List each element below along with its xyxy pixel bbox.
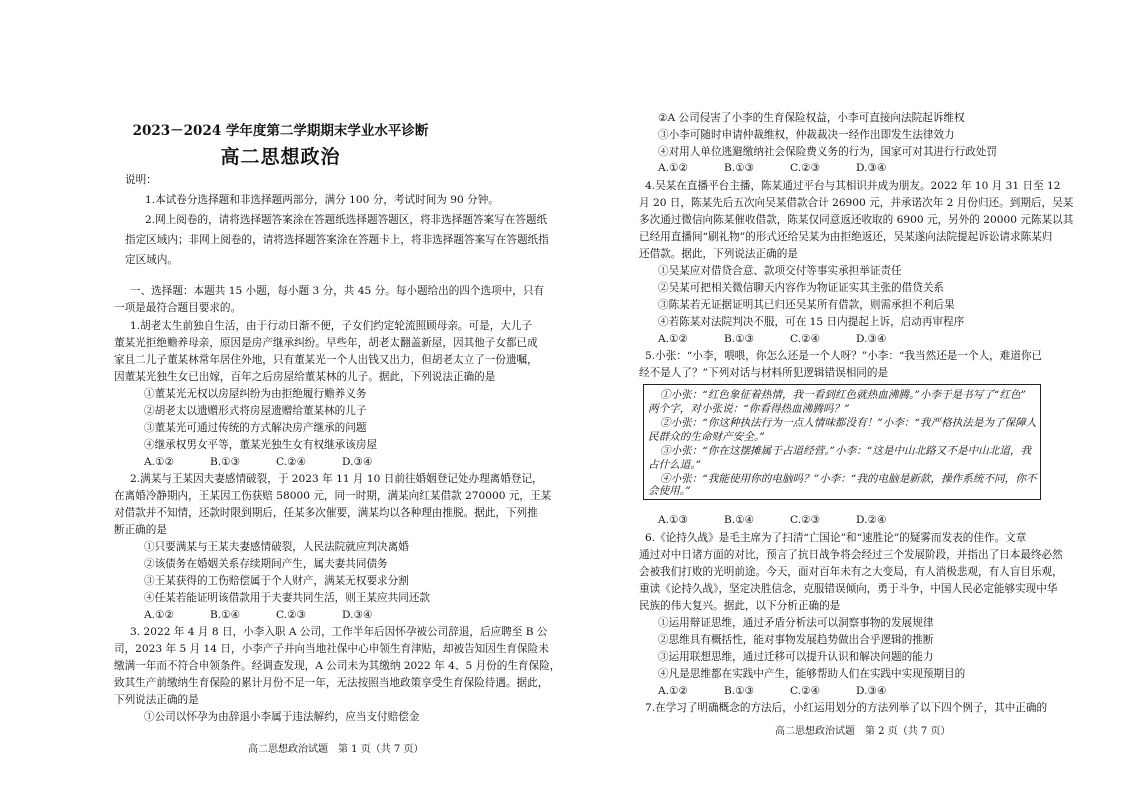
option-c: C.②③	[276, 609, 307, 621]
q4-stem: 4.吴某在直播平台主播，陈某通过平台与其相识并成为朋友。2022 年 10 月 31 日至 12	[645, 180, 1061, 192]
q4-item: ①吴某应对借贷合意、款项交付等事实承担举证责任	[658, 265, 902, 277]
q5-box-line: 会使用。”	[648, 485, 691, 497]
option-c: C.②④	[790, 685, 821, 697]
q1-item: ③董某光可通过传统的方式解决房产继承的问题	[144, 422, 367, 434]
q5-box-line: 民群众的生命财产安全。”	[648, 431, 765, 443]
note-line: 2.网上阅卷的，请将选择题答案涂在答题纸选择题答题区，将非选择题答案写在答题纸	[145, 214, 548, 226]
notes-label: 说明：	[125, 174, 157, 186]
q1-item: ④继承权男女平等，董某光独生女有权继承该房屋	[144, 439, 378, 451]
q6-options	[658, 685, 886, 697]
section-heading: 一、选择题：本题共 15 小题，每小题 3 分，共 45 分。每小题给出的四个选项中，只有	[130, 285, 545, 297]
note-line: 定区域内。	[125, 254, 178, 266]
q2-item: ②该债务在婚姻关系存续期间产生，属夫妻共同债务	[144, 558, 388, 570]
q5-box-line: ②小张：“你这种执法行为一点人情味都没有！”小李：“我严格执法是为了保障人	[660, 417, 1037, 429]
option-c: C.②④	[276, 456, 307, 468]
note-line: 指定区域内；非网上阅卷的，请将选择题答案涂在答题卡上，将非选择题答案写在答题纸指	[125, 234, 549, 246]
q2-item: ①只要满某与王某夫妻感情破裂，人民法院就应判决离婚	[144, 541, 409, 553]
q1-item: ②胡老太以遗赠形式将房屋遗赠给董某林的儿子	[144, 405, 367, 417]
q4-stem: 还借款。据此，下列说法正确的是	[639, 248, 798, 260]
q2-stem: 在离婚冷静期内，王某因工伤获赔 58000 元，同一时期，满某向红某借款 270000 元，王某	[114, 490, 552, 502]
q6-item: ①运用辩证思维，通过矛盾分析法可以洞察事物的发展规律	[658, 617, 934, 629]
option-b: B.①③	[724, 162, 755, 174]
page-2	[561, 0, 1122, 794]
q3-item: ②A 公司侵害了小李的生育保险权益，小李可直接向法院起诉维权	[658, 112, 965, 124]
q6-stem: 重读《论持久战》，坚定决胜信念，克服错误倾向，勇于斗争，中国人民必定能够实现中华	[639, 583, 1058, 595]
q3-stem: 司，2023 年 5 月 14 日，小李产子并向当地社保中心申领生育津贴，却被告知因生育保险未	[114, 643, 549, 655]
q6-item: ③运用联想思维，通过迁移可以提升认识和解决问题的能力	[658, 651, 934, 663]
q6-item: ②思维具有概括性，能对事物发展趋势做出合乎逻辑的推断	[658, 634, 934, 646]
q2-stem: 断正确的是	[114, 524, 167, 536]
option-c: C.②③	[790, 162, 821, 174]
q4-stem: 月 20 日，陈某先后五次向吴某借款合计 26900 元，并承诺次年 2 月份归还。到期后，吴某	[639, 197, 1074, 209]
q7-stem: 7.在学习了明确概念的方法后，小红运用划分的方法列举了以下四个例子，其中正确的	[645, 702, 1048, 714]
note-line: 1.本试卷分选择题和非选择题两部分，满分 100 分，考试时间为 90 分钟。	[145, 194, 499, 206]
q3-stem: 下列说法正确的是	[114, 694, 199, 706]
option-b: B.①④	[724, 514, 755, 526]
q5-box-line: 两个字，对小张说：“你看得热血沸腾吗？”	[648, 403, 850, 415]
q4-item: ③陈某若无证据证明其已归还吴某所有借款，则需承担不利后果	[658, 299, 955, 311]
q2-item: ④任某若能证明该借款用于夫妻共同生活，则王某应共同还款	[144, 592, 431, 604]
option-a: A.①②	[658, 333, 689, 345]
q6-stem: 6.《论持久战》是毛主席为了扫清“亡国论”和“速胜论”的疑雾而发表的佳作。文章	[645, 532, 1027, 544]
option-a: A.①②	[658, 685, 689, 697]
option-d: D.③④	[856, 162, 887, 174]
q1-stem: 1.胡老太生前独自生活，由于行动日渐不便，子女们约定轮流照顾母亲。可是，大儿子	[130, 320, 533, 332]
q4-options	[658, 333, 886, 345]
option-b: B.①④	[210, 609, 241, 621]
q4-item: ④若陈某对法院判决不服，可在 15 日内提起上诉，启动再审程序	[658, 316, 965, 328]
option-d: D.③④	[856, 333, 887, 345]
option-a: A.①③	[658, 514, 689, 526]
q6-stem: 通过对中日诸方面的对比，预言了抗日战争将会经过三个发展阶段，并指出了日本最终必然	[639, 549, 1063, 561]
option-a: A.①②	[658, 162, 689, 174]
option-d: D.③④	[856, 685, 887, 697]
option-c: C.②④	[790, 333, 821, 345]
option-d: D.③④	[342, 609, 373, 621]
option-d: D.③④	[342, 456, 373, 468]
q5-box-line: ④小张：“我能使用你的电脑吗？”小李：“我的电脑是新款，操作系统不同，你不	[660, 473, 1037, 485]
q5-stem: 5.小张：“小李，喂喂，你怎么还是一个人呀？”小李：“我当然还是一个人，难道你已	[645, 350, 1043, 362]
q2-stem: 对借款并不知情，还款时限到期后，任某多次催要，满某均以各种理由推脱。据此，下列推	[114, 507, 538, 519]
q1-stem: 家且二儿子董某林常年居住外地，只有董某光一个人出钱又出力，但胡老太立了一份遗嘱，	[114, 354, 538, 366]
q2-stem: 2.满某与王某因夫妻感情破裂，于 2023 年 11 月 10 日前往婚姻登记处办理离婚登记，	[130, 473, 543, 485]
q5-box-line: 占什么道。”	[648, 459, 702, 471]
option-a: A.①②	[144, 609, 175, 621]
option-b: B.①③	[724, 685, 755, 697]
q3-stem: 3. 2022 年 4 月 8 日，小李入职 A 公司，工作半年后因怀孕被公司辞退，后应聘至 B 公	[130, 626, 548, 638]
q4-stem: 多次通过微信向陈某催收借款，陈某仅同意返还收取的 6900 元，另外的 20000 元陈某以其	[639, 214, 1074, 226]
page-footer: 高二思想政治试题 第 2 页（共 7 页）	[775, 726, 951, 737]
q4-stem: 已经用直播间“刷礼物”的形式还给吴某为由拒绝返还，吴某遂向法院提起诉讼请求陈某归	[639, 231, 1053, 243]
q6-stem: 会被我们打败的光明前途。今天，面对百年未有之大变局，有人消极悲观，有人盲目乐观，	[639, 566, 1063, 578]
q6-item: ④凡是思维都在实践中产生，能够帮助人们在实践中实现预期目的	[658, 668, 966, 680]
q3-stem: 致其生产前缴纳生育保险的累计月份不足一年，无法按照当地政策享受生育保险待遇。据此，	[114, 677, 549, 689]
q1-stem: 因董某光独生女已出嫁，百年之后房屋给董某林的儿子。据此，下列说法正确的是	[114, 371, 496, 383]
option-b: B.①③	[210, 456, 241, 468]
q5-box-line: ①小张：“红色象征着热情，我一看到红色就热血沸腾。”小李于是书写了“红色”	[660, 389, 1026, 401]
q3-item: ③小李可随时申请仲裁维权，仲裁裁决一经作出即发生法律效力	[658, 129, 955, 141]
section-heading: 一项是最符合题目要求的。	[114, 302, 242, 314]
q2-options	[144, 609, 372, 621]
q3-stem: 缴满一年而不符合申领条件。经调查发现，A 公司未为其缴纳 2022 年 4、5 月份的生育保险，	[114, 660, 561, 672]
q1-options	[144, 456, 372, 468]
q5-options	[658, 514, 886, 526]
q4-item: ②吴某可把相关微信聊天内容作为物证证实其主张的借贷关系	[658, 282, 945, 294]
option-c: C.②③	[790, 514, 821, 526]
subject-title: 高二思想政治	[220, 146, 341, 168]
option-a: A.①②	[144, 456, 175, 468]
page-footer: 高二思想政治试题 第 1 页（共 7 页）	[248, 744, 424, 755]
q1-item: ①董某光无权以房屋纠纷为由拒绝履行赡养义务	[144, 388, 367, 400]
q5-stem: 经不是人了？”下列对话与材料所犯逻辑错误相同的是	[639, 367, 889, 379]
q3-item: ④对用人单位逃避缴纳社会保险费义务的行为，国家可对其进行行政处罚	[658, 146, 997, 158]
exam-title: 2023－2024 学年度第二学期期末学业水平诊断	[132, 123, 429, 139]
q5-box-line: ③小张：“你在这摆摊属于占道经营。”小李：“这是中山北路又不是中山北道，我	[660, 445, 1032, 457]
option-d: D.②④	[856, 514, 887, 526]
q2-item: ③王某获得的工伤赔偿属于个人财产，满某无权要求分割	[144, 575, 409, 587]
q1-stem: 董某光拒绝赡养母亲，原因是房产继承纠纷。早些年，胡老太翻盖新屋，因其他子女都已成	[114, 337, 538, 349]
q6-stem: 民族的伟大复兴。据此，以下分析正确的是	[639, 600, 841, 612]
q5-dialogue-box	[643, 384, 1041, 500]
q3-item: ①公司以怀孕为由辞退小李属于违法解约，应当支付赔偿金	[144, 711, 420, 723]
q3-options	[658, 162, 886, 174]
option-b: B.①③	[724, 333, 755, 345]
